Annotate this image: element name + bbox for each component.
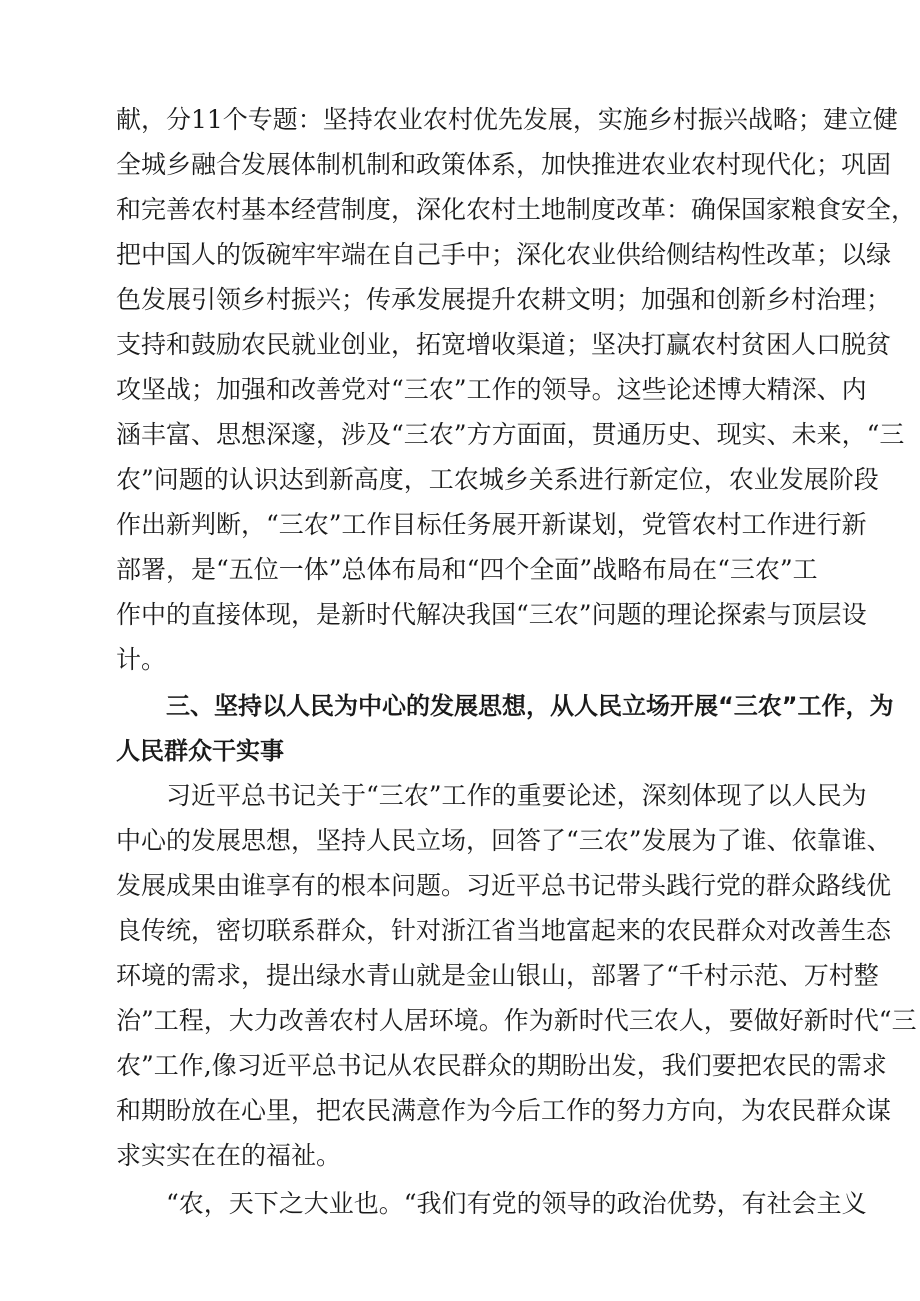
body-line: 农”工作,像习近平总书记从农民群众的期盼出发，我们要把农民的需求: [116, 1051, 887, 1080]
body-line: 全城乡融合发展体制机制和政策体系，加快推进农业农村现代化；巩固: [116, 150, 892, 179]
body-line: 攻坚战；加强和改善党对“三农”工作的领导。这些论述博大精深、内: [116, 375, 867, 404]
body-line: “农，天下之大业也。“我们有党的领导的政治优势，有社会主义: [166, 1189, 867, 1218]
body-line: 和完善农村基本经营制度，深化农村土地制度改革：确保国家粮食安全，: [116, 195, 917, 224]
body-line: 求实实在在的福祉。: [116, 1141, 342, 1170]
body-line: 支持和鼓励农民就业创业，拓宽增收渠道；坚决打赢农村贫困人口脱贫: [116, 330, 892, 359]
body-line: 发展成果由谁享有的根本问题。习近平总书记带头践行党的群众路线优: [116, 871, 892, 900]
body-line: 中心的发展思想，坚持人民立场，回答了“三农”发展为了谁、依靠谁、: [116, 826, 892, 855]
body-line: 作中的直接体现，是新时代解决我国“三农”问题的理论探索与顶层设: [116, 600, 867, 629]
body-line: 治”工程，大力改善农村人居环境。作为新时代三农人，要做好新时代“三: [116, 1006, 917, 1035]
body-line: 计。: [116, 645, 167, 674]
body-line: 良传统，密切联系群众，针对浙江省当地富起来的农民群众对改善生态: [116, 916, 892, 945]
body-line: 习近平总书记关于“三农”工作的重要论述，深刻体现了以人民为: [166, 781, 867, 810]
body-line: 环境的需求，提出绿水青山就是金山银山，部署了“千村示范、万村整: [116, 961, 879, 990]
section-heading: 人民群众干实事: [116, 737, 284, 765]
body-line: 部署，是“五位一体”总体布局和“四个全面”战略布局在“三农”工: [116, 555, 818, 584]
body-line: 献，分11个专题：坚持农业农村优先发展，实施乡村振兴战略；建立健: [116, 105, 898, 134]
body-line: 涵丰富、思想深邃，涉及“三农”方方面面，贯通历史、现实、未来，“三: [116, 420, 905, 449]
section-heading: 三、坚持以人民为中心的发展思想，从人民立场开展“三农”工作，为: [166, 692, 894, 720]
body-line: 作出新判断，“三农”工作目标任务展开新谋划，党管农村工作进行新: [116, 510, 867, 539]
body-line: 把中国人的饭碗牢牢端在自己手中；深化农业供给侧结构性改革；以绿: [116, 240, 892, 269]
body-line: 农”问题的认识达到新高度，工农城乡关系进行新定位，农业发展阶段: [116, 465, 879, 494]
body-line: 色发展引领乡村振兴；传承发展提升农耕文明；加强和创新乡村治理；: [116, 285, 892, 314]
body-line: 和期盼放在心里，把农民满意作为今后工作的努力方向，为农民群众谋: [116, 1096, 892, 1125]
